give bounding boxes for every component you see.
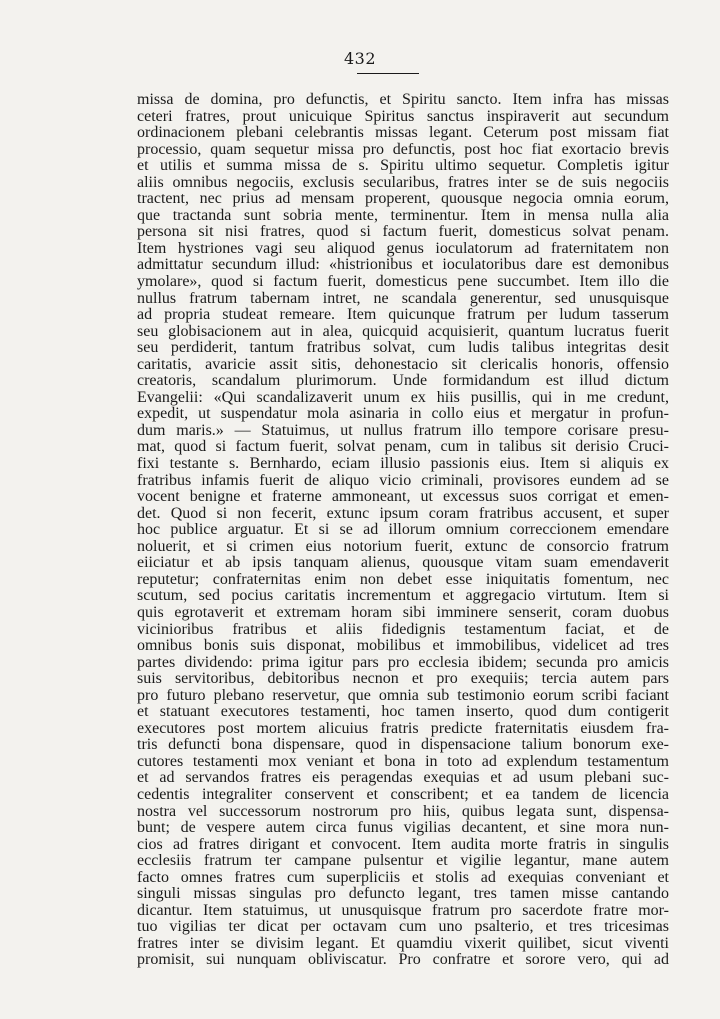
text-line: partes dividendo: prima igitur pars pro ecclesia ibidem; secunda pro amicis	[137, 654, 669, 671]
text-line: missa de domina, pro defunctis, et Spiritu sancto. Item infra has missas	[137, 92, 669, 108]
text-line: Evangelii: «Qui scandalizaverit unum ex hiis pusillis, qui in me credunt,	[137, 389, 669, 406]
text-line: executores post mortem alicuius fratris predicte fraternitatis eiusdem fra-	[137, 720, 669, 737]
text-line: fixi testante s. Bernhardo, eciam illusio passionis eius. Item si aliquis ex	[137, 456, 669, 473]
text-line: fratres inter se divisim legant. Et quamdiu vixerit quilibet, sicut viventi	[137, 935, 669, 952]
text-line: nullus fratrum tabernam intret, ne scandala generentur, sed unusquisque	[137, 290, 669, 307]
text-line: nostra vel successorum nostrorum pro hiis, quibus legata sunt, dispensa-	[137, 803, 669, 820]
text-line: ordinacionem plebani celebrantis missas legant. Ceterum post missam fiat	[137, 125, 669, 142]
text-line: et statuant executores testamenti, hoc tamen inserto, quod dum contigerit	[137, 704, 669, 721]
text-line: processio, quam sequetur missa pro defunctis, post hoc fiat exortacio brevis	[137, 141, 669, 158]
text-line: mat, quod si factum fuerit, solvat penam, cum in talibus sit derisio Cruci-	[137, 439, 669, 456]
body-text	[137, 92, 669, 969]
text-line: creatoris, scandalum plurimorum. Unde formidandum est illud dictum	[137, 373, 669, 390]
text-line: ad propria studeat remeare. Item quicunque fratrum per ludum tasserum	[137, 307, 669, 324]
text-line: cios ad fratres dirigant et convocent. Item audita morte fratris in singulis	[137, 836, 669, 853]
text-line: hoc publice arguatur. Et si se ad illorum omnium correccionem emendare	[137, 522, 669, 539]
text-line: tractent, nec prius ad mensam properent, quousque negocia omnia eorum,	[137, 191, 669, 208]
text-line: cedentis integraliter conservent et conscribent; et ea tandem de licencia	[137, 786, 669, 803]
text-line: seu globisacionem aut in alea, quicquid acquisierit, quantum lucratus fuerit	[137, 323, 669, 340]
text-line: cutores testamenti mox veniant et bona in toto ad explendum testamentum	[137, 753, 669, 770]
text-line: persona sit nisi fratres, quod si factum fuerit, domesticus solvat penam.	[137, 224, 669, 241]
text-line: suis servitoribus, debitoribus necnon et pro exequiis; tercia autem pars	[137, 671, 669, 688]
text-line: bunt; de vespere autem circa funus vigilias decantent, et sine mora nun-	[137, 820, 669, 837]
text-line: caritatis, avaricie assit sitis, dehonestacio sit clericalis honoris, offensio	[137, 356, 669, 373]
text-line: omnibus bonis suis disponat, mobilibus et immobilibus, videlicet ad tres	[137, 638, 669, 655]
text-line: Item hystriones vagi seu aliquod genus ioculatorum ad fraternitatem non	[137, 240, 669, 257]
text-line: eiiciatur et ab ipsis tanquam alienus, quousque vitam suam emendaverit	[137, 555, 669, 572]
text-line: scutum, sed pocius caritatis incrementum et aggregacio virtutum. Item si	[137, 588, 669, 605]
text-line: fratribus infamis fuerit de aliquo vicio criminali, provisores eundem ad se	[137, 472, 669, 489]
text-line: facto omnes fratres cum superpliciis et stolis ad exequias conveniant et	[137, 869, 669, 886]
page-number-rule	[357, 73, 419, 74]
text-line: et utilis et summa missa de s. Spiritu ultimo sequetur. Completis igitur	[137, 158, 669, 175]
text-line: dum maris.» — Statuimus, ut nullus fratrum illo tempore corisare presu-	[137, 422, 669, 439]
text-line: ceteri fratres, prout unicuique Spiritus sanctus inspiraverit aut secundum	[137, 108, 669, 125]
text-line: tris defuncti bona dispensare, quod in dispensacione talium bonorum exe-	[137, 737, 669, 754]
text-line: ymolare», quod si factum fuerit, domesticus pene succumbet. Item illo die	[137, 274, 669, 291]
text-line: noluerit, et si crimen eius notorium fuerit, extunc de consorcio fratrum	[137, 538, 669, 555]
text-line: aliis omnibus negociis, exclusis secularibus, fratres inter se de suis negociis	[137, 174, 669, 191]
text-line: singuli missas singulas pro defuncto legant, tres tamen misse cantando	[137, 886, 669, 903]
page-number: 432	[343, 49, 377, 68]
text-line: quis egrotaverit et extremam horam sibi imminere senserit, coram duobus	[137, 604, 669, 621]
text-line: ecclesiis fratrum ter campane pulsentur et vigilie legantur, mane autem	[137, 853, 669, 870]
text-line: det. Quod si non fecerit, extunc ipsum coram fratribus accusent, et super	[137, 505, 669, 522]
text-line: admittatur secundum illud: «histrionibus et ioculatoribus dare est demonibus	[137, 257, 669, 274]
text-line: promisit, sui nunquam obliviscatur. Pro confratre et sorore vero, qui ad	[137, 952, 669, 969]
text-line: dicantur. Item statuimus, ut unusquisque fratrum pro sacerdote fratre mor-	[137, 902, 669, 919]
text-line: vocent benigne et fraterne ammoneant, ut excessus suos corrigat et emen-	[137, 489, 669, 506]
text-line: pro futuro plebano reservetur, que omnia sub testimonio eorum scribi faciant	[137, 687, 669, 704]
text-line: tuo vigilias ter dicat per octavam cum uno psalterio, et tres tricesimas	[137, 919, 669, 936]
text-line: que tractanda sunt sobria mente, terminentur. Item in mensa nulla alia	[137, 207, 669, 224]
text-line: vicinioribus fratribus et aliis fidedignis testamentum faciat, et de	[137, 621, 669, 638]
text-line: seu perdiderit, tantum fratribus solvat, cum ludis talibus integritas desit	[137, 340, 669, 357]
text-line: reputetur; confraternitas enim non debet esse iniquitatis fomentum, nec	[137, 571, 669, 588]
text-line: expedit, ut suspendatur mola asinaria in collo eius et mergatur in profun-	[137, 406, 669, 423]
text-line: et ad servandos fratres eis peragendas exequias et ad usum plebani suc-	[137, 770, 669, 787]
